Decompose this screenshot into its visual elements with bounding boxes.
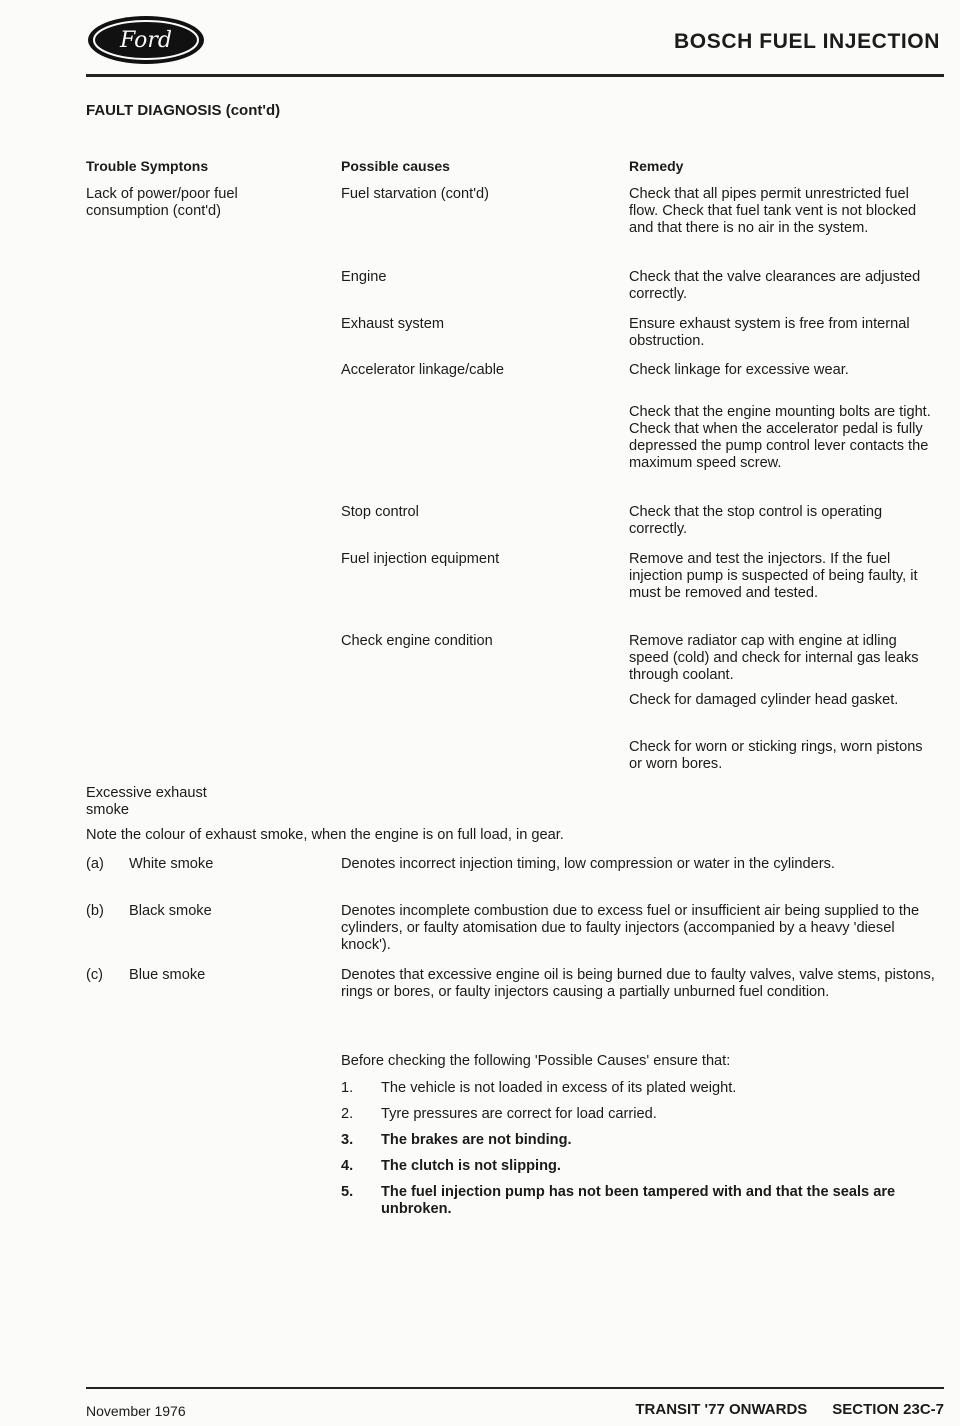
remedy-text: Check that the stop control is operating correctly. <box>629 504 883 537</box>
remedy-text: Check that all pipes permit unrestricted fuel flow. Check that fuel tank vent is not blocked and that there is no air in the system. <box>629 186 917 236</box>
list-item-text: The vehicle is not loaded in excess of its plated weight. <box>381 1080 737 1096</box>
smoke-description: Denotes incomplete combustion due to excess fuel or insufficient air being supplied to the cylinders, or faulty atomisation due to faulty injectors (accompanied by a heavy 'diesel knock'). <box>341 903 920 953</box>
footer-rule <box>86 1387 944 1389</box>
page-header-title: BOSCH FUEL INJECTION <box>674 30 940 53</box>
list-item <box>341 1106 941 1123</box>
remedy-text: Check linkage for excessive wear. <box>629 362 849 378</box>
list-item-text: Tyre pressures are correct for load carried. <box>381 1106 657 1122</box>
list-item-number: 2. <box>341 1106 354 1122</box>
logo-text: Ford <box>120 28 172 53</box>
section-title: FAULT DIAGNOSIS (cont'd) <box>86 102 281 119</box>
remedy-text: Remove radiator cap with engine at idling speed (cold) and check for internal gas leaks through coolant. <box>629 633 919 683</box>
list-item-number: 3. <box>341 1132 354 1148</box>
smoke-label <box>86 903 296 920</box>
checks-list <box>341 1080 941 1227</box>
footer-section-ref: TRANSIT '77 ONWARDS SECTION 23C-7 <box>635 1401 944 1418</box>
remedy-text: Ensure exhaust system is free from internal obstruction. <box>629 316 910 349</box>
cause-text: Exhaust system <box>341 316 445 332</box>
checks-intro: Before checking the following 'Possible Causes' ensure that: <box>341 1053 731 1069</box>
list-item-text: The brakes are not binding. <box>381 1132 572 1148</box>
list-item-number: 5. <box>341 1184 354 1200</box>
remedy-text: Check for damaged cylinder head gasket. <box>629 692 899 708</box>
cause-text: Accelerator linkage/cable <box>341 362 505 378</box>
smoke-description: Denotes incorrect injection timing, low compression or water in the cylinders. <box>341 856 835 872</box>
cause-text: Engine <box>341 269 387 285</box>
list-item <box>341 1132 941 1149</box>
smoke-letter: (c) <box>86 967 104 983</box>
cause-text: Fuel injection equipment <box>341 551 500 567</box>
smoke-label-text: White smoke <box>129 856 214 872</box>
cause-text: Fuel starvation (cont'd) <box>341 186 489 202</box>
smoke-description: Denotes that excessive engine oil is being burned due to faulty valves, valve stems, pistons, rings or bores, or faulty injectors causing a partially unburned fuel condition. <box>341 967 935 1000</box>
cause-text: Stop control <box>341 504 419 520</box>
remedy-text: Remove and test the injectors. If the fuel injection pump is suspected of being faulty, it must be removed and tested. <box>629 551 918 601</box>
smoke-label-text: Black smoke <box>129 903 212 919</box>
cause-text: Check engine condition <box>341 633 493 649</box>
remedy-text: Check for worn or sticking rings, worn pistons or worn bores. <box>629 739 923 772</box>
smoke-letter: (a) <box>86 856 104 872</box>
column-header-causes: Possible causes <box>341 158 450 174</box>
remedy-text: Check that the valve clearances are adjusted correctly. <box>629 269 921 302</box>
symptom-text: Lack of power/poor fuel consumption (cont'd) <box>86 186 238 219</box>
list-item-text: The fuel injection pump has not been tampered with and that the seals are unbroken. <box>381 1184 896 1217</box>
column-header-symptoms: Trouble Symptons <box>86 158 209 174</box>
footer-date: November 1976 <box>86 1403 186 1419</box>
remedy-text: Check that the engine mounting bolts are tight. Check that when the accelerator pedal is fully depressed the pump control lever contacts the maximum speed screw. <box>629 404 931 471</box>
smoke-note: Note the colour of exhaust smoke, when the engine is on full load, in gear. <box>86 827 564 843</box>
smoke-label-text: Blue smoke <box>129 967 206 983</box>
column-header-remedy: Remedy <box>629 158 684 174</box>
list-item <box>341 1158 941 1175</box>
smoke-letter: (b) <box>86 903 104 919</box>
smoke-label <box>86 856 296 873</box>
list-item-text: The clutch is not slipping. <box>381 1158 561 1174</box>
list-item <box>341 1080 941 1097</box>
list-item-number: 1. <box>341 1080 354 1096</box>
symptom-text: Excessive exhaust smoke <box>86 785 207 818</box>
list-item <box>341 1184 941 1218</box>
header-rule <box>86 74 944 77</box>
ford-logo <box>86 14 206 66</box>
list-item-number: 4. <box>341 1158 354 1174</box>
smoke-label <box>86 967 296 984</box>
